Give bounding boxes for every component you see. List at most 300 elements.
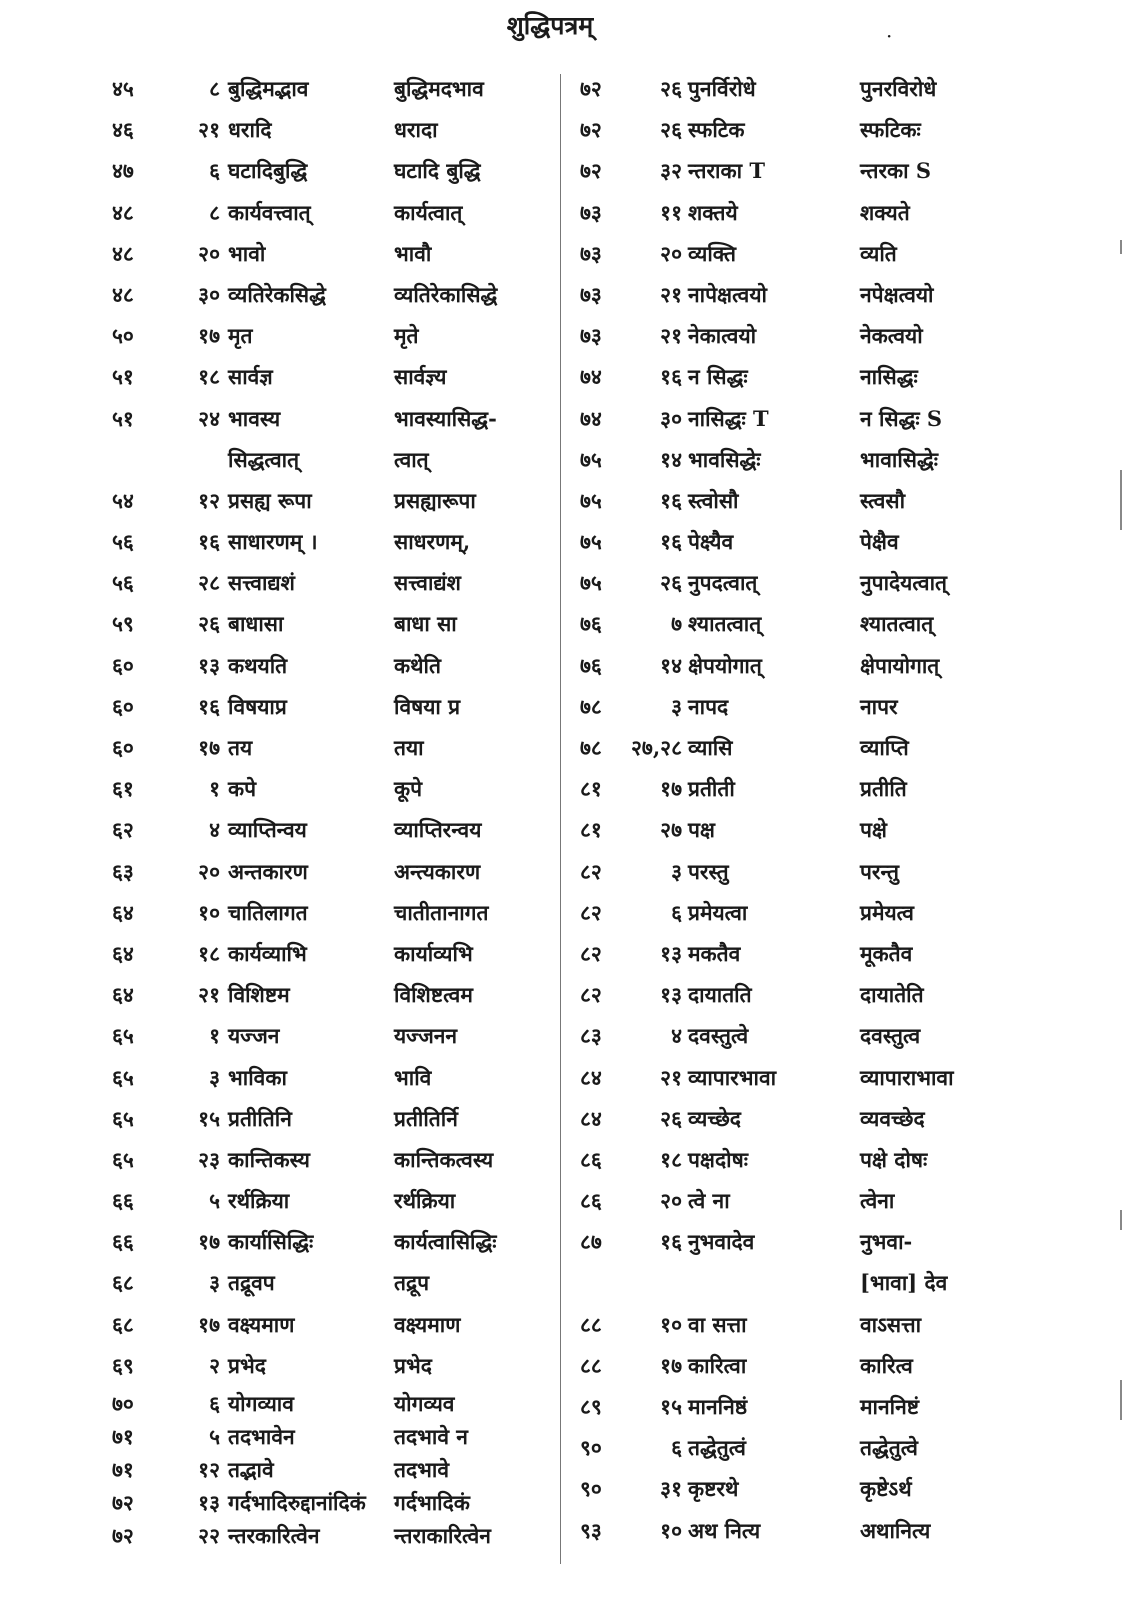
page-number: ७६ [580,652,602,678]
page-number: ५४ [112,487,134,513]
incorrect-reading: न्तरकारित्वेन [228,1523,320,1548]
errata-row [110,690,570,731]
margin-mark [1120,1380,1122,1420]
errata-row [580,525,1030,566]
correct-reading: भावि [394,1064,432,1090]
errata-row [580,154,1030,195]
line-number: २१ [660,1064,682,1090]
page-number: ८४ [580,1105,602,1131]
page-number: ६० [112,735,134,760]
correct-reading: कान्तिकत्वस्य [394,1146,494,1172]
errata-row [580,113,1030,154]
correct-reading: भावस्यासिद्ध- [394,405,497,431]
incorrect-reading: मृत [228,323,253,349]
line-number: २१ [198,982,220,1008]
errata-row [580,855,1030,896]
line-number: २० [660,1188,682,1214]
incorrect-reading: पेक्ष्यैव [688,529,734,555]
incorrect-reading: धरादि [228,117,272,143]
margin-mark [1120,240,1122,254]
incorrect-reading: साधारणम् । [228,529,318,555]
correct-reading: त्वेना [860,1188,895,1214]
correct-reading: विशिष्टत्वम [394,982,473,1008]
incorrect-reading: वक्ष्यमाण [228,1311,295,1337]
line-number: ६ [209,1391,220,1416]
line-number: १६ [660,364,682,390]
errata-row [110,855,570,896]
incorrect-reading: बुद्धिमद्भाव [228,76,309,101]
incorrect-reading: प्रभेद [228,1352,266,1378]
errata-row [580,443,1030,484]
correct-reading: कार्याव्यभि [394,940,473,966]
errata-row [110,72,570,113]
correct-reading: दवस्तुत्व [860,1023,921,1049]
correct-reading: नुपादेयत्वात् [860,570,948,596]
page-number: ६३ [112,858,134,884]
errata-row [110,154,570,195]
correct-reading: श्यातत्वात् [860,611,934,637]
incorrect-reading: प्रसह्य रूपा [228,487,312,513]
page-number: ७३ [580,199,602,225]
page-number: ८१ [580,817,602,843]
line-number: ६ [671,899,682,925]
errata-row [580,1061,1030,1102]
correct-reading: व्यापाराभावा [860,1064,954,1090]
correct-reading: नापर [860,693,898,719]
page-number: ८२ [580,858,602,884]
correct-reading: त्वात् [394,446,429,472]
errata-row [580,937,1030,978]
incorrect-reading: अन्तकारण [228,858,308,884]
correct-reading: कार्यत्वात् [394,199,463,225]
correct-reading: अन्त्यकारण [394,858,481,884]
page-number: ८६ [580,1188,602,1214]
incorrect-reading: नेकात्वयो [688,323,757,349]
correct-reading: धरादा [394,117,438,143]
incorrect-reading: कार्यवत्त्वात् [228,199,311,225]
errata-row [110,1522,570,1555]
page-number: ८३ [580,1023,602,1049]
correct-reading: न्तरका S [860,158,932,184]
line-number: १२ [198,1457,220,1482]
incorrect-reading: विषयाप्र [228,693,287,719]
line-number: १५ [660,1394,682,1419]
line-number: ३० [198,281,220,307]
correct-reading: भावौ [394,240,432,266]
errata-row [110,1102,570,1143]
errata-row [110,1225,570,1266]
correct-reading: बाधा सा [394,611,457,637]
errata-row [110,1061,570,1102]
correct-reading: सार्वज्ञ्य [394,364,447,390]
incorrect-reading: कार्यव्याभि [228,940,307,966]
line-number: ४ [671,1023,682,1049]
line-number: १० [198,899,220,925]
page-number: ६८ [112,1270,134,1296]
errata-row [110,772,570,813]
line-number: १० [660,1517,682,1543]
incorrect-reading: व्यच्छेद [688,1105,741,1131]
page-number: ४८ [112,199,134,225]
line-number: २० [198,240,220,266]
page-number: ७५ [580,529,602,555]
correct-reading: दायातेति [860,982,924,1008]
correct-reading: चातीतानागत [394,899,489,925]
line-number: २० [198,858,220,884]
incorrect-reading: नासिद्धः T [688,405,769,431]
incorrect-reading: नुपदत्वात् [688,570,758,596]
incorrect-reading: प्रतीती [688,776,735,802]
line-number: १४ [660,652,682,678]
errata-row [580,978,1030,1019]
page-number: ८७ [580,1229,602,1255]
correct-reading: नासिद्धः [860,364,918,390]
line-number: २६ [198,611,220,637]
correct-reading: सत्त्वाद्यंश [394,570,461,596]
errata-row [580,402,1030,443]
incorrect-reading: घटादिबुद्धि [228,158,308,184]
page-number: ५९ [112,611,134,637]
left-errata-column [110,72,570,1555]
column-divider [560,74,561,1564]
errata-row [580,360,1030,401]
line-number: ७ [671,611,682,637]
page-number: ७८ [580,735,602,760]
incorrect-reading: स्त्वोसौ [688,487,739,513]
correct-reading: कार्यत्वासिद्धिः [394,1229,497,1255]
incorrect-reading: तय [228,735,253,760]
correct-reading: व्यति [860,240,897,266]
incorrect-reading: कृष्टरथे [688,1476,739,1502]
line-number: १६ [198,529,220,555]
line-number: २३ [198,1146,220,1172]
correct-reading: व्यवच्छेद [860,1105,925,1131]
incorrect-reading: योगव्याव [228,1391,294,1416]
line-number: ६ [209,158,220,184]
line-number: ८ [209,76,220,101]
line-number: ३० [660,405,682,431]
line-number: १० [660,1311,682,1337]
line-number: २० [660,240,682,266]
errata-row [110,484,570,525]
correct-reading: नुभवा- [860,1229,913,1255]
incorrect-reading: क्षेपयोगात् [688,652,762,678]
line-number: १८ [198,364,220,390]
line-number: ११ [660,199,682,225]
line-number: १३ [660,940,682,966]
page-number: ८२ [580,982,602,1008]
incorrect-reading: स्फटिक [688,117,745,143]
errata-row [110,1423,570,1456]
incorrect-reading: नापद [688,693,729,719]
errata-row [580,72,1030,113]
line-number: २६ [660,570,682,596]
page-number: ७१ [112,1424,134,1449]
errata-row [110,978,570,1019]
errata-row [580,196,1030,237]
correct-reading: वक्ष्यमाण [394,1311,461,1337]
line-number: १८ [660,1146,682,1172]
line-number: २१ [660,281,682,307]
line-number: ३२ [660,158,682,184]
incorrect-reading: कार्यासिद्धिः [228,1229,314,1255]
errata-row [580,1266,1030,1307]
line-number: ६ [671,1435,682,1461]
page-number: ७२ [112,1523,134,1548]
incorrect-reading: व्यासि [688,735,733,760]
incorrect-reading: नुभवादेव [688,1229,755,1255]
page-number: ९० [580,1476,602,1502]
incorrect-reading: अथ नित्य [688,1517,761,1543]
incorrect-reading: भावस्य [228,405,281,431]
incorrect-reading: भाविका [228,1064,287,1090]
line-number: २६ [660,1105,682,1131]
errata-row [580,1184,1030,1225]
correct-reading: पेक्षैव [860,529,899,555]
errata-row [110,278,570,319]
line-number: २ [209,1352,220,1378]
correct-reading: पक्षे दोषः [860,1146,928,1172]
incorrect-reading: प्रतीतिनि [228,1105,292,1131]
incorrect-reading: दवस्तुत्वे [688,1023,749,1049]
errata-row [580,566,1030,607]
page-number: ८८ [580,1311,602,1337]
page-number: ६४ [112,940,134,966]
line-number: १३ [660,982,682,1008]
incorrect-reading: चातिलागत [228,899,308,925]
errata-row [580,237,1030,278]
errata-row [110,649,570,690]
page-number: ८२ [580,899,602,925]
correct-reading: व्याप्तिरन्वय [394,817,482,843]
errata-row [580,1514,1030,1555]
incorrect-reading: प्रमेयत्वा [688,899,748,925]
errata-row [110,937,570,978]
correct-reading: व्याप्ति [860,735,909,760]
page-number: ६६ [112,1229,134,1255]
errata-row [110,360,570,401]
line-number: १६ [660,487,682,513]
incorrect-reading: भावसिद्धेः [688,446,761,472]
correct-reading: माननिष्टं [860,1394,920,1419]
page-number: ४५ [112,76,134,101]
incorrect-reading: पक्षदोषः [688,1146,748,1172]
page-number: ७२ [580,158,602,184]
line-number: ३१ [660,1476,682,1502]
page-number: ८१ [580,776,602,802]
incorrect-reading: बाधासा [228,611,284,637]
page-number: ६५ [112,1146,134,1172]
errata-row [580,1143,1030,1184]
incorrect-reading: रर्थक्रिया [228,1188,290,1214]
line-number: २१ [198,117,220,143]
errata-row [110,1019,570,1060]
page-number: ६९ [112,1352,134,1378]
page-number: ५१ [112,364,134,390]
page-number: ७० [112,1391,134,1416]
incorrect-reading: न सिद्धः [688,364,748,390]
errata-row [110,731,570,772]
incorrect-reading: पक्ष [688,817,715,843]
margin-mark [1120,1210,1122,1230]
page-number: ७५ [580,446,602,472]
line-number: १७ [198,1311,220,1337]
page-number: ४६ [112,117,134,143]
page-number: ५१ [112,405,134,431]
errata-row [580,813,1030,854]
correct-reading: भावासिद्धेः [860,446,938,472]
line-number: ५ [209,1424,220,1449]
line-number: १३ [198,652,220,678]
line-number: २१ [660,323,682,349]
errata-row [110,1349,570,1390]
errata-row [580,1349,1030,1390]
errata-row [110,1456,570,1489]
page-number: ७५ [580,570,602,596]
correct-reading: कृष्टेऽर्थ [860,1476,912,1502]
line-number: ८ [209,199,220,225]
errata-row [110,443,570,484]
correct-reading: साधरणम्, [394,529,471,555]
page-number: ८२ [580,940,602,966]
incorrect-reading: कान्तिकस्य [228,1146,310,1172]
errata-row [580,1225,1030,1266]
line-number: २७ [660,817,682,843]
errata-row [580,649,1030,690]
errata-row [580,1472,1030,1513]
incorrect-reading: सत्त्वाद्यशं [228,570,295,596]
page-number: ६५ [112,1064,134,1090]
right-errata-column [580,72,1030,1555]
errata-row [110,319,570,360]
errata-row [580,896,1030,937]
page-number: ५६ [112,529,134,555]
correct-reading: तया [394,735,424,760]
correct-reading: प्रभेद [394,1352,432,1378]
errata-row [580,690,1030,731]
page-number: ५० [112,323,134,349]
incorrect-reading: कथयति [228,652,288,678]
page-number: ६८ [112,1311,134,1337]
correct-reading: विषया प्र [394,693,461,719]
incorrect-reading: व्यक्ति [688,240,737,266]
correct-reading: तदभावे न [394,1424,468,1449]
incorrect-reading: व्याप्तिन्वय [228,817,307,843]
correct-reading: कूपे [394,776,423,802]
line-number: २६ [660,76,682,101]
errata-row [580,1102,1030,1143]
correct-reading: स्फटिकः [860,117,921,143]
page-number: ४८ [112,281,134,307]
incorrect-reading: तद्धेतुत्वं [688,1435,746,1461]
page-number: ९० [580,1435,602,1461]
stray-mark: · [886,24,893,48]
page-number: ६६ [112,1188,134,1214]
line-number: २८ [198,570,220,596]
page-number: ९३ [580,1517,602,1543]
line-number: ३ [671,693,682,719]
line-number: १६ [660,1229,682,1255]
correct-reading: प्रसह्यारूपा [394,487,476,513]
margin-mark [1120,470,1122,530]
errata-row [580,731,1030,772]
page-number: ८४ [580,1064,602,1090]
line-number: २२ [198,1523,220,1548]
correct-reading: घटादि बुद्धि [394,158,481,184]
line-number: २४ [198,405,220,431]
correct-reading: कारित्व [860,1352,913,1378]
correct-reading: गर्दभादिकं [394,1490,470,1515]
incorrect-reading: सिद्धत्वात् [228,446,300,472]
line-number: २७,२८ [631,735,682,760]
incorrect-reading: मकतैव [688,940,741,966]
correct-reading: प्रतीतिर्नि [394,1105,458,1131]
errata-row [580,1431,1030,1472]
line-number: १७ [660,776,682,802]
incorrect-reading: तद्भावे [228,1457,274,1482]
correct-reading: शक्यते [860,199,910,225]
line-number: १३ [198,1490,220,1515]
errata-row [110,1143,570,1184]
incorrect-reading: व्यापारभावा [688,1064,777,1090]
line-number: १७ [660,1352,682,1378]
errata-row [110,113,570,154]
incorrect-reading: नापेक्षत्वयो [688,281,767,307]
incorrect-reading: व्यतिरेकसिद्धे [228,281,326,307]
correct-reading: [भावा] देव [860,1270,948,1296]
correct-reading: न सिद्धः S [860,405,943,431]
correct-reading: परन्तु [860,858,899,884]
incorrect-reading: पुनर्विरोधे [688,76,756,101]
correct-reading: नपेक्षत्वयो [860,281,934,307]
page-number: ७२ [580,117,602,143]
incorrect-reading: त्वे ना [688,1188,730,1214]
page-number: ७५ [580,487,602,513]
line-number: १८ [198,940,220,966]
errata-row [110,896,570,937]
errata-row [110,1184,570,1225]
correct-reading: मूकतैव [860,940,913,966]
page-number: ४८ [112,240,134,266]
errata-row [110,525,570,566]
incorrect-reading: विशिष्टम [228,982,290,1008]
page-number: ८८ [580,1352,602,1378]
page-number: ४७ [112,158,134,184]
correct-reading: क्षेपायोगात् [860,652,940,678]
incorrect-reading: शक्तये [688,199,738,225]
errata-row [110,607,570,648]
page-number: ७४ [580,405,602,431]
correct-reading: कथेति [394,652,441,678]
page-number: ७६ [580,611,602,637]
correct-reading: तद्रूप [394,1270,430,1296]
line-number: १४ [660,446,682,472]
correct-reading: पक्षे [860,817,887,843]
correct-reading: रर्थक्रिया [394,1188,456,1214]
incorrect-reading: परस्तु [688,858,729,884]
errata-row [580,1390,1030,1431]
correct-reading: वाऽसत्ता [860,1311,922,1337]
errata-row [110,1390,570,1423]
page-number: ६५ [112,1023,134,1049]
errata-row [110,196,570,237]
correct-reading: नेकत्वयो [860,323,923,349]
correct-reading: पुनरविरोधे [860,76,937,101]
line-number: ३ [209,1064,220,1090]
line-number: १५ [198,1105,220,1131]
incorrect-reading: कपे [228,776,257,802]
correct-reading: तद्धेतुत्वे [860,1435,918,1461]
